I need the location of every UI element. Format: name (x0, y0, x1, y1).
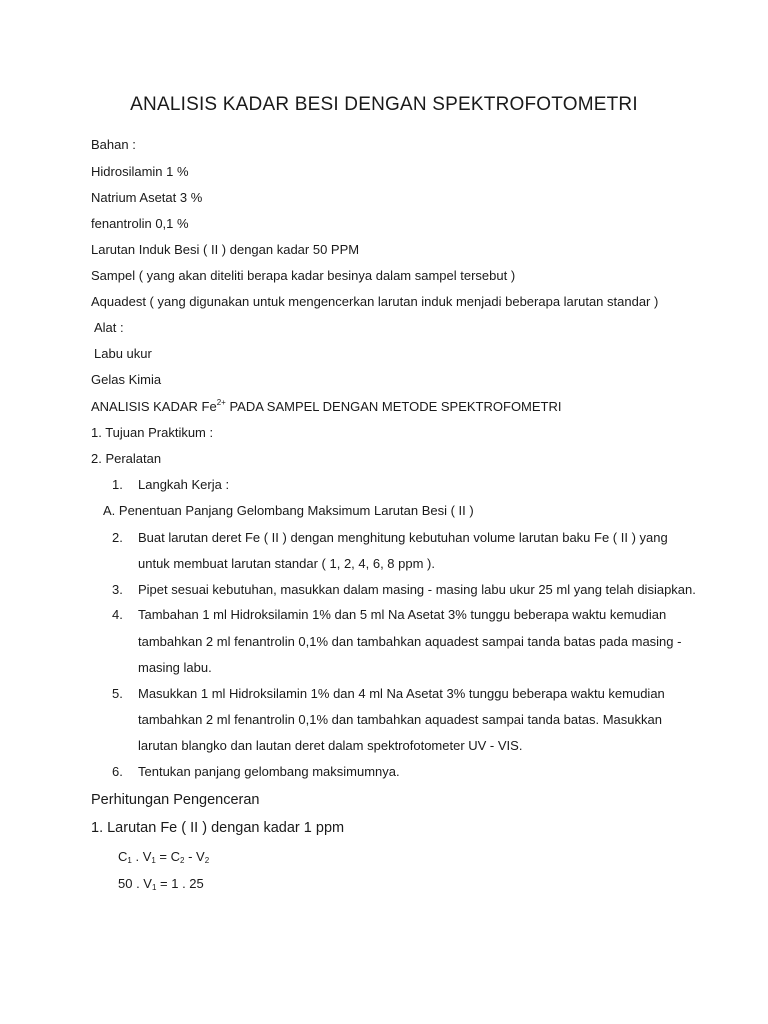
larutan-heading: 1. Larutan Fe ( II ) dengan kadar 1 ppm (91, 820, 345, 836)
formula-symbol: V (142, 849, 152, 864)
list-text: Tambahan 1 ml Hidroksilamin 1% dan 5 ml Na Asetat 3% tunggu beberapa waktu kemudian (138, 607, 667, 622)
list-text: Tentukan panjang gelombang maksimumnya. (138, 764, 400, 779)
section-heading-text: ANALISIS KADAR Fe (91, 399, 217, 414)
list-text: Masukkan 1 ml Hidroksilamin 1% dan 4 ml Na Asetat 3% tunggu beberapa waktu kemudian (138, 686, 665, 701)
formula-subscript: 1 (151, 883, 157, 892)
formula-subscript: 2 (180, 856, 185, 865)
list-text: Buat larutan deret Fe ( II ) dengan menghitung kebutuhan volume larutan baku Fe ( II ) yang (138, 530, 668, 545)
formula-symbol: V (196, 849, 205, 864)
formula-operator: = (155, 849, 171, 864)
bahan-item: Sampel ( yang akan diteliti berapa kadar besinya dalam sampel tersebut ) (91, 268, 516, 283)
section-heading-superscript: 2+ (216, 398, 226, 407)
perhitungan-heading: Perhitungan Pengenceran (91, 792, 260, 808)
list-text-continued: tambahkan 2 ml fenantrolin 0,1% dan tambahkan aquadest sampai tanda batas. Masukkan (138, 712, 662, 727)
bahan-item: Larutan Induk Besi ( II ) dengan kadar 50 PPM (91, 242, 360, 257)
list-item (112, 763, 400, 781)
langkah-heading (112, 476, 229, 494)
alat-heading: Alat : (94, 320, 124, 335)
list-item (112, 581, 696, 599)
formula-subscript: 1 (127, 856, 132, 865)
list-number: 1. (112, 477, 123, 492)
formula-line (118, 875, 204, 893)
sub-heading: A. Penentuan Panjang Gelombang Maksimum Larutan Besi ( II ) (103, 503, 474, 518)
alat-item: Gelas Kimia (91, 372, 162, 387)
formula-subscript: 1 (151, 856, 156, 865)
bahan-item: Hidrosilamin 1 % (91, 164, 189, 179)
list-number: 3. (112, 582, 123, 597)
list-number: 2. (112, 530, 123, 545)
bahan-heading: Bahan : (91, 137, 136, 152)
formula-text: = 1 . 25 (156, 876, 204, 891)
list-text-continued: larutan blangko dan lautan deret dalam spektrofotometer UV - VIS. (138, 738, 523, 753)
list-item (112, 529, 668, 547)
list-number: 5. (112, 686, 123, 701)
formula-symbol: C (118, 849, 128, 864)
alat-item: Labu ukur (94, 346, 152, 361)
formula-line (118, 848, 209, 866)
list-text-continued: untuk membuat larutan standar ( 1, 2, 4, 6, 8 ppm ). (138, 556, 435, 571)
bahan-item: Natrium Asetat 3 % (91, 190, 203, 205)
list-text: Pipet sesuai kebutuhan, masukkan dalam masing - masing labu ukur 25 ml yang telah disiapkan. (138, 582, 696, 597)
formula-text: 50 . V (118, 876, 152, 891)
tujuan-heading: 1. Tujuan Praktikum : (91, 425, 214, 440)
list-number: 6. (112, 764, 123, 779)
list-item (112, 606, 666, 624)
bahan-item: fenantrolin 0,1 % (91, 216, 189, 231)
document-title: ANALISIS KADAR BESI DENGAN SPEKTROFOTOMETRI (130, 94, 638, 115)
list-text-continued: masing labu. (138, 660, 212, 675)
list-number: 4. (112, 607, 123, 622)
langkah-text: Langkah Kerja : (138, 477, 230, 492)
formula-operator: . (131, 849, 143, 864)
formula-subscript: 2 (204, 856, 210, 865)
peralatan-heading: 2. Peralatan (91, 451, 162, 466)
section-heading-text: PADA SAMPEL DENGAN METODE SPEKTROFOMETRI (225, 399, 562, 414)
bahan-item: Aquadest ( yang digunakan untuk mengencerkan larutan induk menjadi beberapa larutan standar ) (91, 294, 659, 309)
list-text-continued: tambahkan 2 ml fenantrolin 0,1% dan tambahkan aquadest sampai tanda batas pada masing - (138, 634, 682, 649)
formula-operator: - (184, 849, 197, 864)
formula-symbol: C (170, 849, 181, 864)
section-heading (91, 398, 562, 416)
list-item (112, 685, 665, 703)
